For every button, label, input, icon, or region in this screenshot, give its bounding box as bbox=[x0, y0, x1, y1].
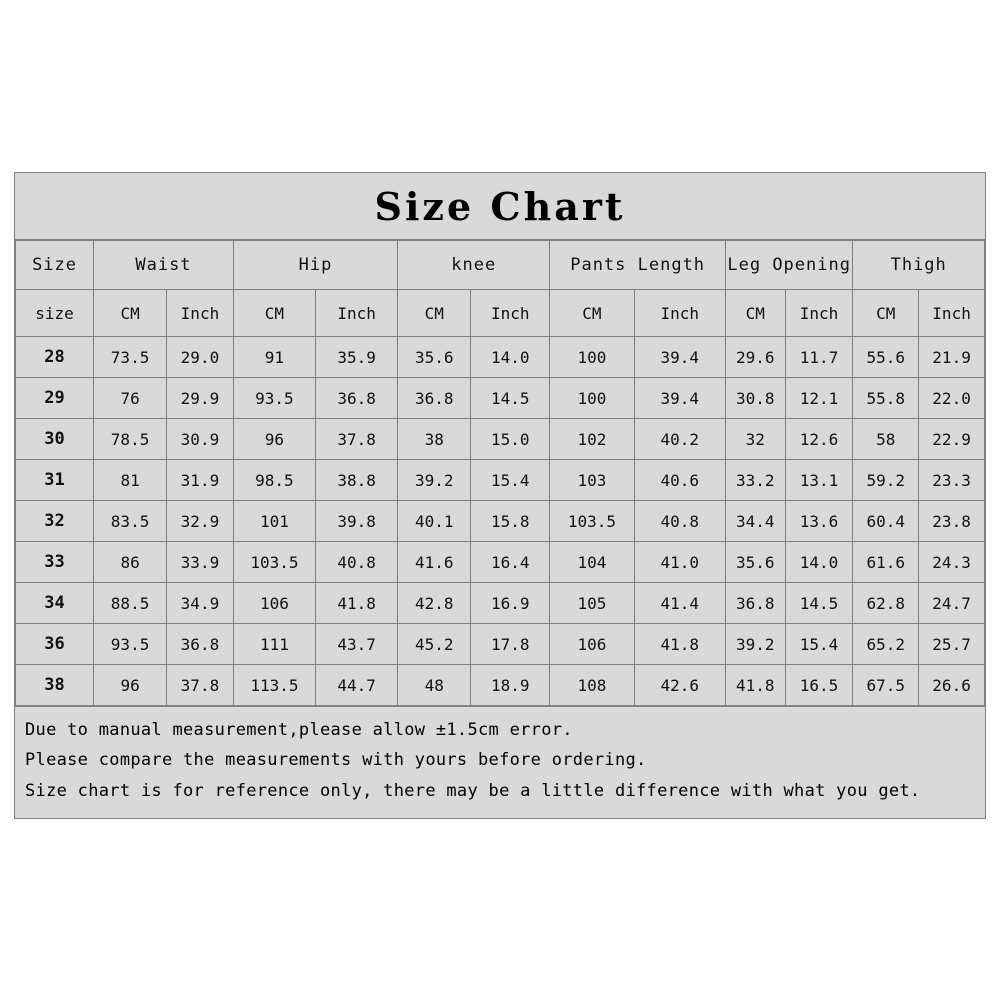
notes-section bbox=[15, 706, 985, 818]
cell-knee-cm: 48 bbox=[398, 665, 471, 706]
cell-leg-opening-inch: 14.5 bbox=[785, 583, 853, 624]
cell-size: 29 bbox=[16, 378, 94, 419]
cell-pants-length-inch: 41.4 bbox=[634, 583, 725, 624]
cell-leg-opening-cm: 34.4 bbox=[725, 501, 785, 542]
cell-waist-inch: 36.8 bbox=[167, 624, 234, 665]
cell-knee-inch: 14.5 bbox=[471, 378, 550, 419]
header-unit-knee-inch: Inch bbox=[471, 290, 550, 337]
cell-knee-inch: 15.8 bbox=[471, 501, 550, 542]
cell-hip-inch: 38.8 bbox=[316, 460, 398, 501]
header-unit-row bbox=[16, 290, 985, 337]
table-header bbox=[16, 241, 985, 337]
header-unit-hip-inch: Inch bbox=[316, 290, 398, 337]
cell-size: 30 bbox=[16, 419, 94, 460]
cell-knee-cm: 42.8 bbox=[398, 583, 471, 624]
cell-hip-inch: 41.8 bbox=[316, 583, 398, 624]
cell-pants-length-cm: 104 bbox=[550, 542, 634, 583]
table-row bbox=[16, 419, 985, 460]
cell-thigh-inch: 26.6 bbox=[919, 665, 985, 706]
cell-size: 38 bbox=[16, 665, 94, 706]
cell-pants-length-inch: 41.0 bbox=[634, 542, 725, 583]
cell-knee-inch: 15.0 bbox=[471, 419, 550, 460]
cell-leg-opening-inch: 12.1 bbox=[785, 378, 853, 419]
table-row bbox=[16, 378, 985, 419]
header-unit-leg-opening-inch: Inch bbox=[785, 290, 853, 337]
header-unit-hip-cm: CM bbox=[233, 290, 315, 337]
page-title: Size Chart bbox=[374, 183, 626, 229]
cell-pants-length-cm: 100 bbox=[550, 337, 634, 378]
cell-hip-cm: 93.5 bbox=[233, 378, 315, 419]
cell-thigh-inch: 23.8 bbox=[919, 501, 985, 542]
header-unit-size: size bbox=[16, 290, 94, 337]
cell-waist-inch: 30.9 bbox=[167, 419, 234, 460]
table-row bbox=[16, 583, 985, 624]
cell-knee-cm: 38 bbox=[398, 419, 471, 460]
cell-leg-opening-cm: 39.2 bbox=[725, 624, 785, 665]
table-body bbox=[16, 337, 985, 706]
cell-hip-cm: 106 bbox=[233, 583, 315, 624]
cell-size: 28 bbox=[16, 337, 94, 378]
cell-thigh-cm: 61.6 bbox=[853, 542, 919, 583]
table-row bbox=[16, 624, 985, 665]
cell-size: 32 bbox=[16, 501, 94, 542]
cell-waist-cm: 96 bbox=[94, 665, 167, 706]
cell-size: 36 bbox=[16, 624, 94, 665]
cell-size: 31 bbox=[16, 460, 94, 501]
cell-pants-length-inch: 40.2 bbox=[634, 419, 725, 460]
cell-hip-cm: 111 bbox=[233, 624, 315, 665]
cell-leg-opening-inch: 15.4 bbox=[785, 624, 853, 665]
cell-thigh-cm: 60.4 bbox=[853, 501, 919, 542]
cell-hip-inch: 39.8 bbox=[316, 501, 398, 542]
cell-knee-inch: 14.0 bbox=[471, 337, 550, 378]
cell-waist-cm: 81 bbox=[94, 460, 167, 501]
cell-leg-opening-inch: 16.5 bbox=[785, 665, 853, 706]
cell-pants-length-inch: 39.4 bbox=[634, 378, 725, 419]
chart-title-row bbox=[15, 173, 985, 240]
cell-knee-cm: 36.8 bbox=[398, 378, 471, 419]
cell-waist-cm: 73.5 bbox=[94, 337, 167, 378]
header-group-leg-opening: Leg Opening bbox=[725, 241, 852, 290]
cell-thigh-inch: 24.7 bbox=[919, 583, 985, 624]
cell-pants-length-inch: 39.4 bbox=[634, 337, 725, 378]
header-unit-waist-cm: CM bbox=[94, 290, 167, 337]
cell-size: 33 bbox=[16, 542, 94, 583]
table-row bbox=[16, 337, 985, 378]
cell-waist-inch: 34.9 bbox=[167, 583, 234, 624]
cell-thigh-inch: 22.0 bbox=[919, 378, 985, 419]
cell-leg-opening-cm: 41.8 bbox=[725, 665, 785, 706]
header-unit-knee-cm: CM bbox=[398, 290, 471, 337]
cell-knee-inch: 15.4 bbox=[471, 460, 550, 501]
cell-leg-opening-inch: 13.6 bbox=[785, 501, 853, 542]
cell-knee-inch: 18.9 bbox=[471, 665, 550, 706]
cell-leg-opening-cm: 36.8 bbox=[725, 583, 785, 624]
cell-pants-length-inch: 40.8 bbox=[634, 501, 725, 542]
header-unit-leg-opening-cm: CM bbox=[725, 290, 785, 337]
cell-thigh-cm: 59.2 bbox=[853, 460, 919, 501]
table-row bbox=[16, 665, 985, 706]
cell-leg-opening-inch: 12.6 bbox=[785, 419, 853, 460]
note-reference-only: Size chart is for reference only, there may be a little difference with what you get. bbox=[25, 780, 921, 801]
cell-thigh-inch: 22.9 bbox=[919, 419, 985, 460]
cell-pants-length-cm: 106 bbox=[550, 624, 634, 665]
cell-waist-inch: 29.9 bbox=[167, 378, 234, 419]
cell-thigh-cm: 65.2 bbox=[853, 624, 919, 665]
cell-hip-cm: 91 bbox=[233, 337, 315, 378]
header-group-waist: Waist bbox=[94, 241, 234, 290]
cell-waist-inch: 29.0 bbox=[167, 337, 234, 378]
header-unit-waist-inch: Inch bbox=[167, 290, 234, 337]
cell-pants-length-cm: 102 bbox=[550, 419, 634, 460]
cell-leg-opening-cm: 33.2 bbox=[725, 460, 785, 501]
cell-leg-opening-cm: 35.6 bbox=[725, 542, 785, 583]
cell-waist-cm: 86 bbox=[94, 542, 167, 583]
header-unit-thigh-inch: Inch bbox=[919, 290, 985, 337]
cell-waist-cm: 78.5 bbox=[94, 419, 167, 460]
cell-thigh-cm: 62.8 bbox=[853, 583, 919, 624]
cell-hip-cm: 113.5 bbox=[233, 665, 315, 706]
cell-pants-length-cm: 103 bbox=[550, 460, 634, 501]
cell-leg-opening-cm: 30.8 bbox=[725, 378, 785, 419]
cell-hip-cm: 98.5 bbox=[233, 460, 315, 501]
header-unit-thigh-cm: CM bbox=[853, 290, 919, 337]
cell-hip-inch: 43.7 bbox=[316, 624, 398, 665]
cell-pants-length-inch: 40.6 bbox=[634, 460, 725, 501]
cell-leg-opening-inch: 11.7 bbox=[785, 337, 853, 378]
cell-knee-inch: 17.8 bbox=[471, 624, 550, 665]
cell-waist-cm: 83.5 bbox=[94, 501, 167, 542]
cell-leg-opening-inch: 13.1 bbox=[785, 460, 853, 501]
cell-pants-length-cm: 108 bbox=[550, 665, 634, 706]
table-row bbox=[16, 501, 985, 542]
header-group-pants-length: Pants Length bbox=[550, 241, 726, 290]
cell-knee-inch: 16.9 bbox=[471, 583, 550, 624]
cell-pants-length-inch: 42.6 bbox=[634, 665, 725, 706]
cell-waist-inch: 32.9 bbox=[167, 501, 234, 542]
header-unit-pants-length-cm: CM bbox=[550, 290, 634, 337]
cell-thigh-inch: 21.9 bbox=[919, 337, 985, 378]
cell-pants-length-cm: 105 bbox=[550, 583, 634, 624]
cell-waist-cm: 88.5 bbox=[94, 583, 167, 624]
cell-waist-inch: 37.8 bbox=[167, 665, 234, 706]
cell-waist-inch: 31.9 bbox=[167, 460, 234, 501]
header-group-size: Size bbox=[16, 241, 94, 290]
cell-knee-cm: 35.6 bbox=[398, 337, 471, 378]
cell-thigh-cm: 55.6 bbox=[853, 337, 919, 378]
cell-hip-cm: 96 bbox=[233, 419, 315, 460]
cell-hip-cm: 101 bbox=[233, 501, 315, 542]
cell-knee-cm: 39.2 bbox=[398, 460, 471, 501]
size-chart-panel bbox=[14, 172, 986, 819]
cell-hip-inch: 44.7 bbox=[316, 665, 398, 706]
header-group-knee: knee bbox=[398, 241, 550, 290]
header-group-hip: Hip bbox=[233, 241, 397, 290]
cell-leg-opening-cm: 32 bbox=[725, 419, 785, 460]
cell-leg-opening-inch: 14.0 bbox=[785, 542, 853, 583]
table-row bbox=[16, 460, 985, 501]
cell-knee-inch: 16.4 bbox=[471, 542, 550, 583]
note-compare-measurements: Please compare the measurements with yours before ordering. bbox=[25, 750, 647, 771]
cell-thigh-inch: 25.7 bbox=[919, 624, 985, 665]
table-row bbox=[16, 542, 985, 583]
cell-pants-length-cm: 100 bbox=[550, 378, 634, 419]
cell-pants-length-inch: 41.8 bbox=[634, 624, 725, 665]
cell-thigh-cm: 58 bbox=[853, 419, 919, 460]
cell-waist-cm: 93.5 bbox=[94, 624, 167, 665]
cell-hip-cm: 103.5 bbox=[233, 542, 315, 583]
cell-thigh-inch: 24.3 bbox=[919, 542, 985, 583]
size-chart-table bbox=[15, 240, 985, 706]
cell-thigh-cm: 55.8 bbox=[853, 378, 919, 419]
cell-knee-cm: 40.1 bbox=[398, 501, 471, 542]
cell-waist-cm: 76 bbox=[94, 378, 167, 419]
cell-hip-inch: 37.8 bbox=[316, 419, 398, 460]
header-unit-pants-length-inch: Inch bbox=[634, 290, 725, 337]
cell-size: 34 bbox=[16, 583, 94, 624]
cell-hip-inch: 40.8 bbox=[316, 542, 398, 583]
cell-hip-inch: 35.9 bbox=[316, 337, 398, 378]
cell-waist-inch: 33.9 bbox=[167, 542, 234, 583]
cell-pants-length-cm: 103.5 bbox=[550, 501, 634, 542]
cell-thigh-inch: 23.3 bbox=[919, 460, 985, 501]
cell-hip-inch: 36.8 bbox=[316, 378, 398, 419]
header-group-row bbox=[16, 241, 985, 290]
note-measurement-error: Due to manual measurement,please allow ±1.5cm error. bbox=[25, 720, 573, 740]
header-group-thigh: Thigh bbox=[853, 241, 985, 290]
cell-knee-cm: 41.6 bbox=[398, 542, 471, 583]
cell-leg-opening-cm: 29.6 bbox=[725, 337, 785, 378]
cell-thigh-cm: 67.5 bbox=[853, 665, 919, 706]
cell-knee-cm: 45.2 bbox=[398, 624, 471, 665]
